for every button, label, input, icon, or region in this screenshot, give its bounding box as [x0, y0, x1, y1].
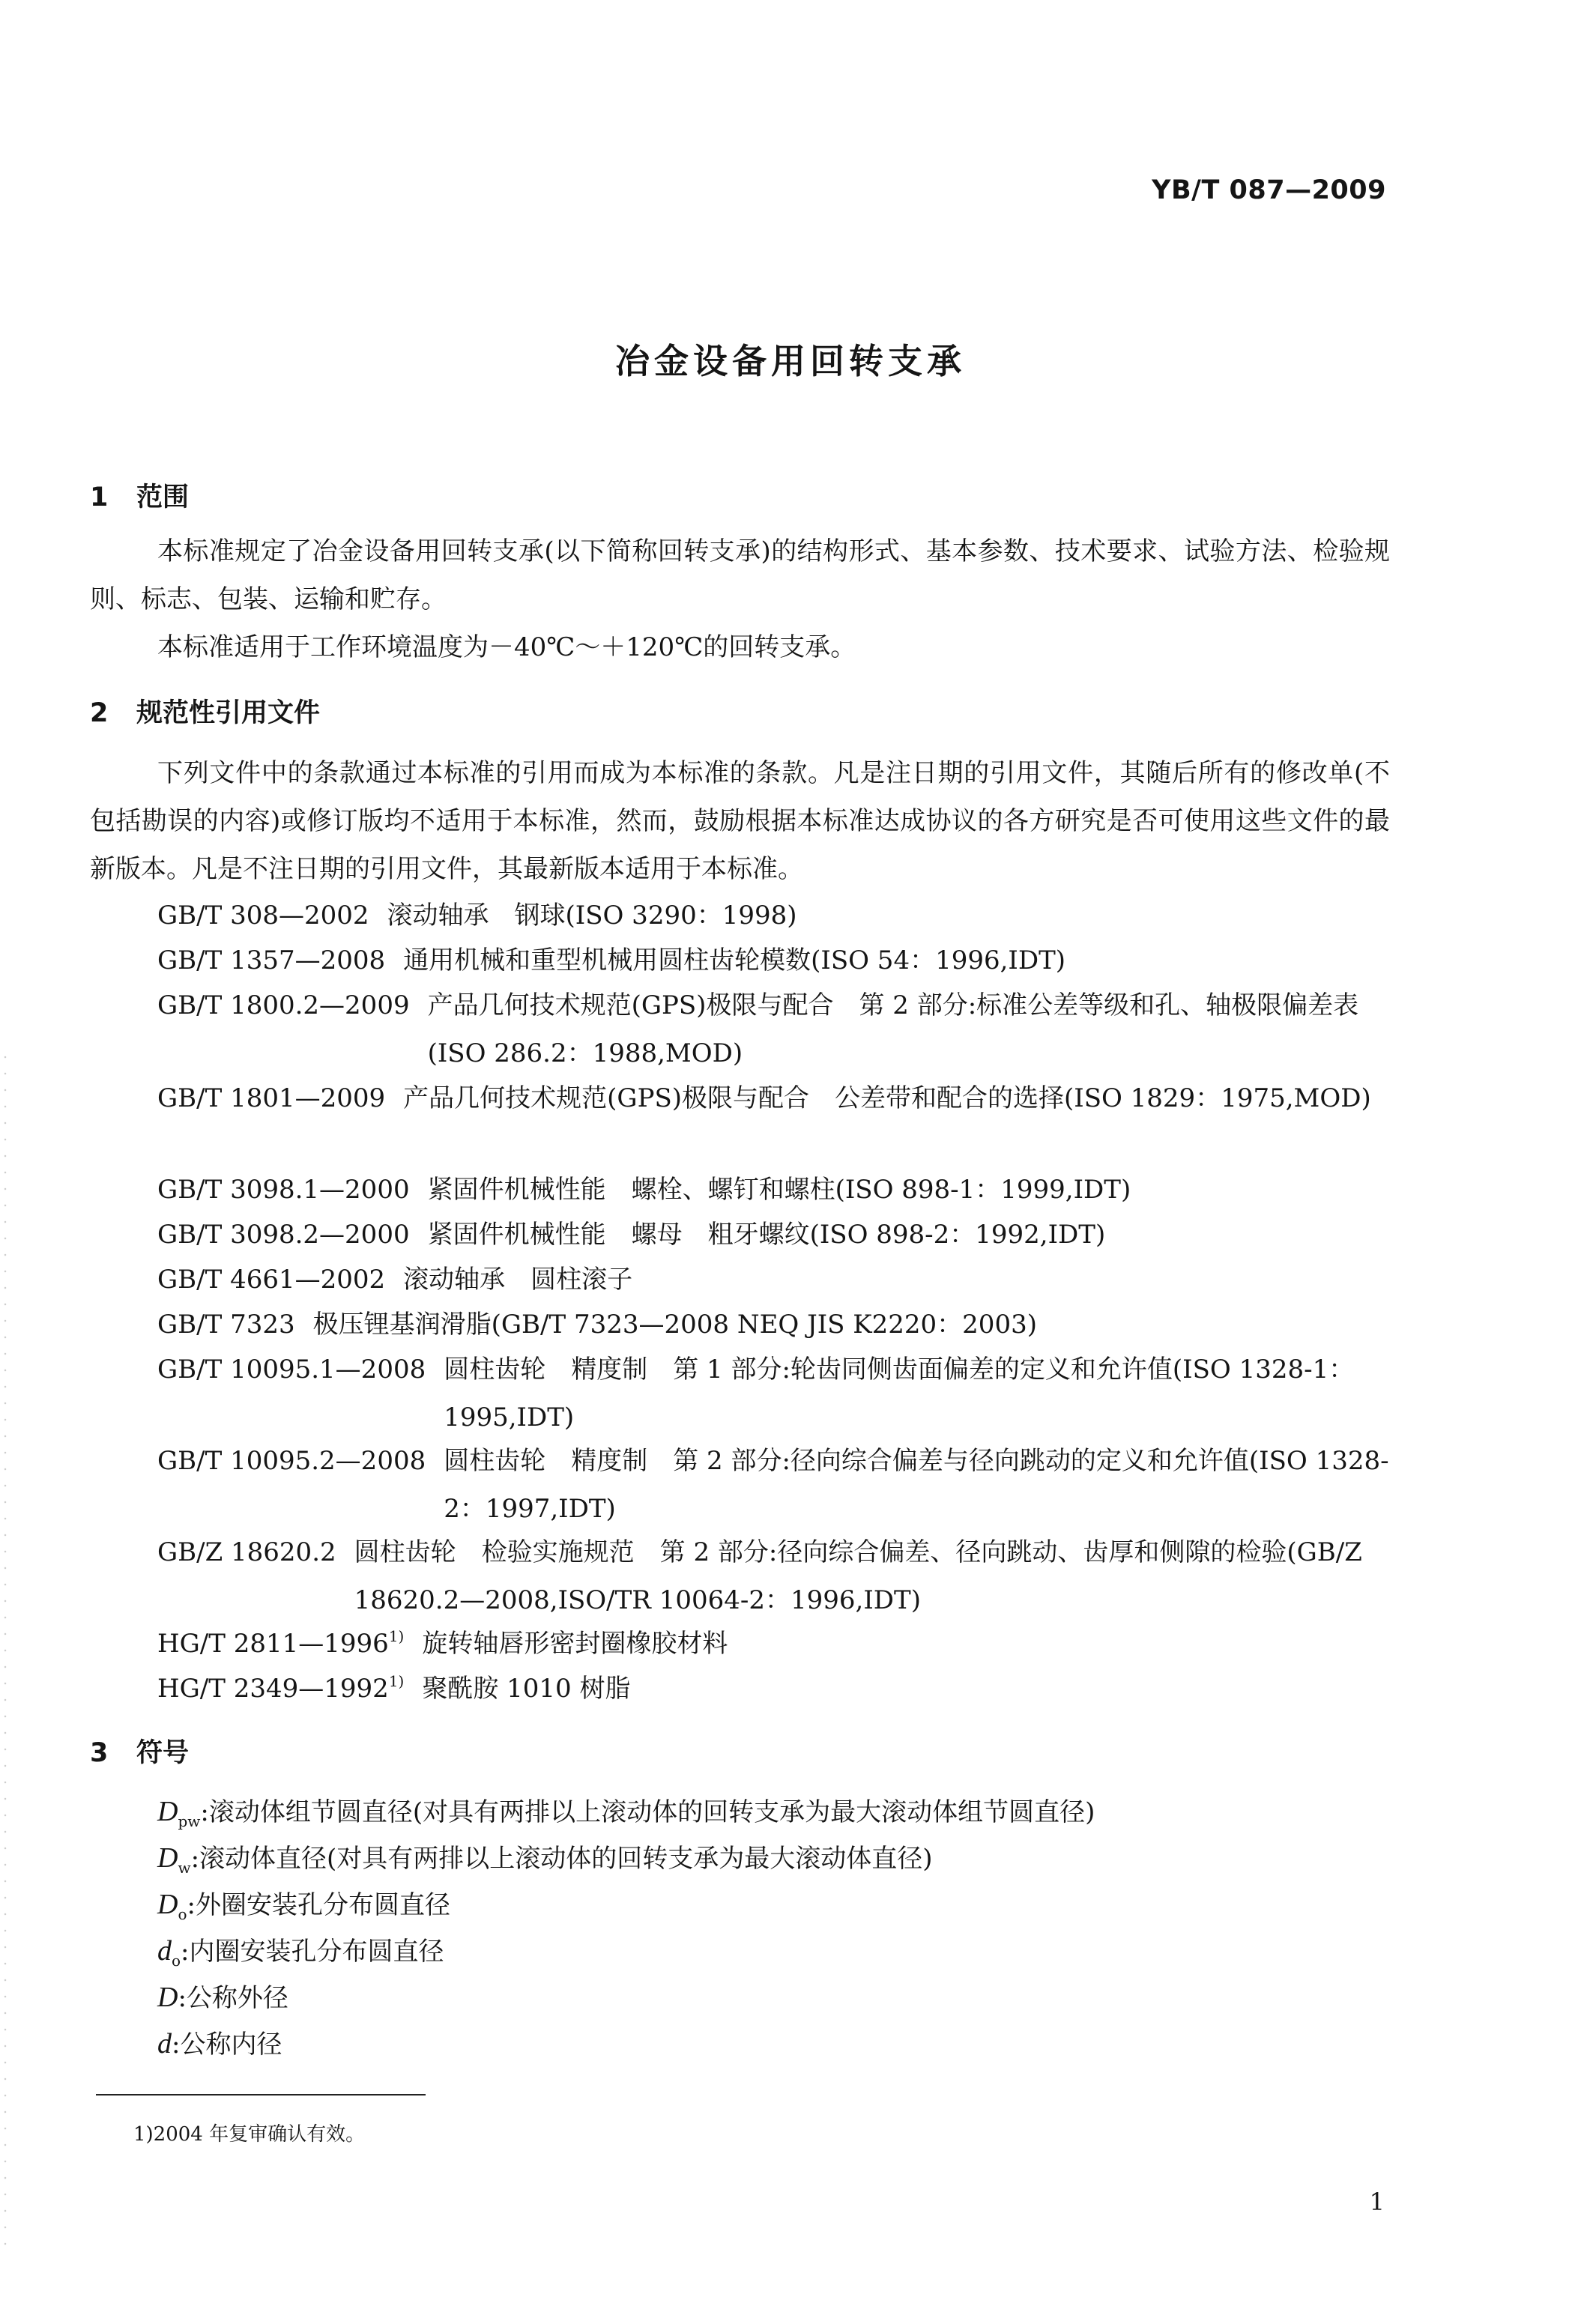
reference-code: GB/T 308—2002	[157, 901, 369, 930]
reference-item	[157, 1528, 1390, 1624]
reference-code: GB/T 3098.1—2000	[157, 1175, 410, 1205]
symbol-description: :滚动体直径(对具有两排以上滚动体的回转支承为最大滚动体直径)	[190, 1844, 933, 1874]
paragraph: 本标准适用于工作环境温度为－40℃～＋120℃的回转支承。	[157, 632, 856, 662]
section-heading-normative-references	[90, 692, 320, 730]
reference-item	[157, 981, 1390, 1077]
reference-item	[157, 1437, 1390, 1533]
reference-code: GB/T 1801—2009	[157, 1083, 386, 1113]
symbol: d	[157, 2028, 172, 2060]
reference-title: 滚动轴承 钢球(ISO 3290：1998)	[387, 901, 797, 930]
paragraph: 下列文件中的条款通过本标准的引用而成为本标准的条款。凡是注日期的引用文件，其随后所有的修改单(不包括勘误的内容)或修订版均不适用于本标准，然而，鼓励根据本标准达成协议的各方研究是否可使用这些文件的最新版本。凡是不注日期的引用文件，其最新版本适用于本标准。	[90, 758, 1390, 884]
reference-title: 紧固件机械性能 螺母 粗牙螺纹(ISO 898-2：1992,IDT)	[427, 1220, 1106, 1250]
section-heading-scope	[90, 476, 189, 514]
reference-title: 聚酰胺 1010 树脂	[422, 1674, 631, 1704]
footnote: 1)2004 年复审确认有效。	[133, 2123, 366, 2146]
reference-title: 圆柱齿轮 精度制 第 1 部分:轮齿同侧齿面偏差的定义和允许值(ISO 1328-1：1995,IDT)	[444, 1355, 1355, 1432]
reference-item	[157, 1166, 1390, 1214]
reference-item	[157, 1256, 1390, 1304]
symbol-definition	[157, 2020, 1390, 2069]
section-title: 范围	[136, 482, 190, 512]
symbol-description: :公称内径	[172, 2030, 282, 2060]
reference-code	[157, 1665, 404, 1713]
reference-code	[157, 1620, 404, 1668]
reference-code: GB/T 10095.1—2008	[157, 1355, 426, 1385]
footnote-divider	[96, 2094, 426, 2095]
symbol-subscript: o	[172, 1951, 181, 1970]
symbol: D	[157, 1842, 178, 1874]
reference-title: 圆柱齿轮 检验实施规范 第 2 部分:径向综合偏差、径向跳动、齿厚和侧隙的检验(GB/Z 18620.2—2008,ISO/TR 10064-2：1996,IDT)	[354, 1537, 1362, 1615]
section-heading-symbols	[90, 1732, 189, 1770]
reference-code: GB/T 3098.2—2000	[157, 1220, 410, 1250]
section-number: 1	[90, 482, 109, 512]
symbol: d	[157, 1935, 172, 1967]
reference-title: 圆柱齿轮 精度制 第 2 部分:径向综合偏差与径向跳动的定义和允许值(ISO 1328-2：1997,IDT)	[444, 1446, 1389, 1524]
symbol-description: :滚动体组节圆直径(对具有两排以上滚动体的回转支承为最大滚动体组节圆直径)	[200, 1797, 1095, 1827]
symbol-description: :外圈安装孔分布圆直径	[187, 1890, 450, 1920]
section-number: 3	[90, 1738, 109, 1768]
footnote-marker: 1)	[388, 1672, 405, 1690]
reference-code: GB/T 10095.2—2008	[157, 1446, 426, 1476]
reference-item	[157, 1665, 1390, 1713]
symbol-definition	[157, 1973, 1390, 2022]
reference-item	[157, 1301, 1390, 1349]
reference-item	[157, 1074, 1390, 1122]
reference-title: 旋转轴唇形密封圈橡胶材料	[422, 1629, 728, 1659]
reference-item	[157, 892, 1390, 939]
reference-title: 产品几何技术规范(GPS)极限与配合 第 2 部分:标准公差等级和孔、轴极限偏差表(ISO 286.2：1988,MOD)	[427, 990, 1359, 1068]
symbol: D	[157, 1982, 178, 2013]
reference-item	[157, 1211, 1390, 1259]
symbol-subscript: w	[178, 1858, 191, 1877]
reference-code: GB/T 1800.2—2009	[157, 990, 410, 1020]
section-title: 符号	[136, 1738, 190, 1768]
reference-code: GB/T 7323	[157, 1310, 295, 1340]
symbol-subscript: pw	[178, 1812, 201, 1830]
reference-code-text: HG/T 2811—1996	[157, 1629, 389, 1659]
section-title: 规范性引用文件	[136, 698, 321, 728]
reference-item	[157, 936, 1390, 984]
reference-title: 极压锂基润滑脂(GB/T 7323—2008 NEQ JIS K2220：2003)	[312, 1310, 1037, 1340]
section-number: 2	[90, 698, 109, 728]
reference-item	[157, 1620, 1390, 1668]
reference-code: GB/T 4661—2002	[157, 1265, 386, 1295]
symbol: D	[157, 1889, 178, 1920]
footnote-marker: 1)	[388, 1627, 405, 1645]
reference-title: 滚动轴承 圆柱滚子	[403, 1265, 633, 1295]
symbol: D	[157, 1796, 178, 1827]
page-number: 1	[1369, 2188, 1385, 2216]
reference-code: GB/Z 18620.2	[157, 1537, 336, 1567]
standard-code: YB/T 087—2009	[1152, 175, 1386, 205]
reference-code-text: HG/T 2349—1992	[157, 1674, 389, 1704]
document-title: 冶金设备用回转支承	[615, 341, 966, 381]
symbol-description: :内圈安装孔分布圆直径	[181, 1937, 444, 1967]
reference-title: 通用机械和重型机械用圆柱齿轮模数(ISO 54：1996,IDT)	[403, 945, 1066, 975]
reference-code: GB/T 1357—2008	[157, 945, 386, 975]
symbol-description: :公称外径	[178, 1983, 288, 2013]
scan-edge-artifact	[3, 1049, 7, 2248]
symbol-subscript: o	[178, 1904, 187, 1923]
paragraph: 本标准规定了冶金设备用回转支承(以下简称回转支承)的结构形式、基本参数、技术要求、试验方法、检验规则、标志、包装、运输和贮存。	[90, 536, 1390, 614]
reference-title: 紧固件机械性能 螺栓、螺钉和螺柱(ISO 898-1：1999,IDT)	[427, 1175, 1131, 1205]
reference-item	[157, 1346, 1390, 1441]
reference-title: 产品几何技术规范(GPS)极限与配合 公差带和配合的选择(ISO 1829：1975,MOD)	[403, 1083, 1371, 1113]
